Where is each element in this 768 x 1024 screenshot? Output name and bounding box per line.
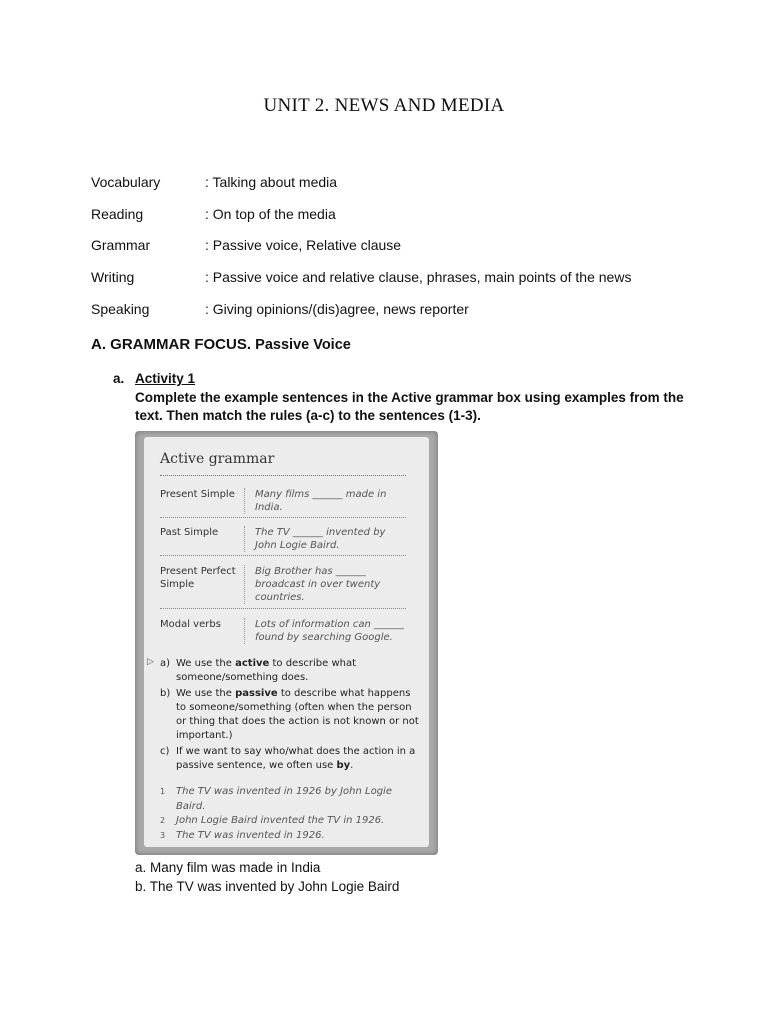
topic-value: : Passive voice and relative clause, phrases, main points of the news	[205, 269, 632, 286]
example-1	[160, 785, 422, 814]
section-heading-main: A. GRAMMAR FOCUS.	[91, 336, 251, 353]
active-grammar-title: Active grammar	[160, 451, 275, 467]
topic-row-grammar	[91, 237, 711, 269]
topic-value: : Giving opinions/(dis)agree, news reporter	[205, 300, 469, 317]
rule-b	[160, 687, 422, 743]
example-sentence: Lots of information can ______ found by searching Google.	[244, 618, 410, 644]
topic-value: : On top of the media	[205, 205, 336, 222]
tense-label: Present Simple	[160, 489, 235, 500]
topic-key: Writing	[91, 269, 135, 286]
topic-row-reading	[91, 206, 711, 238]
example-sentence: Many films ______ made in India.	[244, 488, 410, 514]
example-sentence: Big Brother has ______ broadcast in over twenty countries.	[244, 565, 410, 604]
rule-letter: b)	[160, 688, 171, 699]
example-number: 2	[160, 816, 166, 825]
divider	[160, 517, 406, 518]
section-subheading: Passive Voice	[255, 337, 351, 353]
rule-c	[160, 745, 422, 773]
topic-key: Grammar	[91, 237, 151, 254]
grammar-row-present-simple	[160, 488, 410, 514]
active-grammar-panel	[144, 437, 429, 847]
grammar-row-past-simple	[160, 526, 410, 552]
active-grammar-scan	[135, 431, 438, 855]
tense-label: Past Simple	[160, 527, 219, 538]
rule-letter: a)	[160, 658, 171, 669]
activity-marker: a.	[113, 371, 125, 386]
arrow-icon: ▷	[147, 657, 154, 667]
rule-a	[160, 657, 422, 685]
grammar-row-modal-verbs	[160, 618, 410, 644]
page-title: UNIT 2. NEWS AND MEDIA	[263, 95, 505, 116]
topic-value: : Talking about media	[205, 174, 338, 190]
example-text: John Logie Baird invented the TV in 1926.	[176, 815, 385, 826]
answer-a: a. Many film was made in India	[135, 860, 321, 875]
topic-row-speaking	[91, 301, 711, 333]
example-sentence: The TV ______ invented by John Logie Baird.	[244, 526, 410, 552]
section-heading	[91, 336, 351, 353]
tense-label: Present Perfect Simple	[160, 566, 236, 590]
grammar-rules	[160, 657, 422, 775]
grammar-row-present-perfect	[160, 565, 410, 604]
example-number: 1	[160, 787, 166, 796]
rule-text: We use the passive to describe what happens to someone/something (often when the person or thing that does the action is not known or not important.)	[176, 688, 419, 741]
student-answers	[135, 858, 399, 896]
example-number: 3	[160, 830, 166, 840]
topic-key: Reading	[91, 205, 144, 222]
topic-key: Vocabulary	[91, 174, 161, 190]
activity-title: Activity 1	[135, 371, 196, 386]
activity-1	[113, 371, 713, 425]
divider	[160, 608, 406, 609]
topic-row-writing	[91, 269, 711, 301]
topic-row-vocabulary	[91, 174, 711, 206]
example-2	[160, 814, 422, 829]
topic-value: : Passive voice, Relative clause	[205, 237, 402, 254]
unit-topics	[91, 174, 711, 332]
rule-text: If we want to say who/what does the action in a passive sentence, we often use by.	[176, 746, 416, 771]
topic-key: Speaking	[91, 300, 150, 317]
activity-instructions: Complete the example sentences in the Active grammar box using examples from the text. Then match the rules (a-c) to the sentences (1-3).	[135, 390, 684, 423]
numbered-examples	[160, 785, 422, 843]
tense-label: Modal verbs	[160, 619, 221, 630]
example-3	[160, 829, 422, 844]
example-text: The TV was invented in 1926.	[176, 829, 325, 841]
rule-text: We use the active to describe what someone/something does.	[176, 658, 357, 683]
divider	[160, 475, 406, 476]
divider	[160, 555, 406, 556]
rule-letter: c)	[160, 746, 170, 757]
answer-b: b. The TV was invented by John Logie Baird	[135, 879, 400, 894]
example-text: The TV was invented in 1926 by John Logie Baird.	[176, 786, 392, 812]
